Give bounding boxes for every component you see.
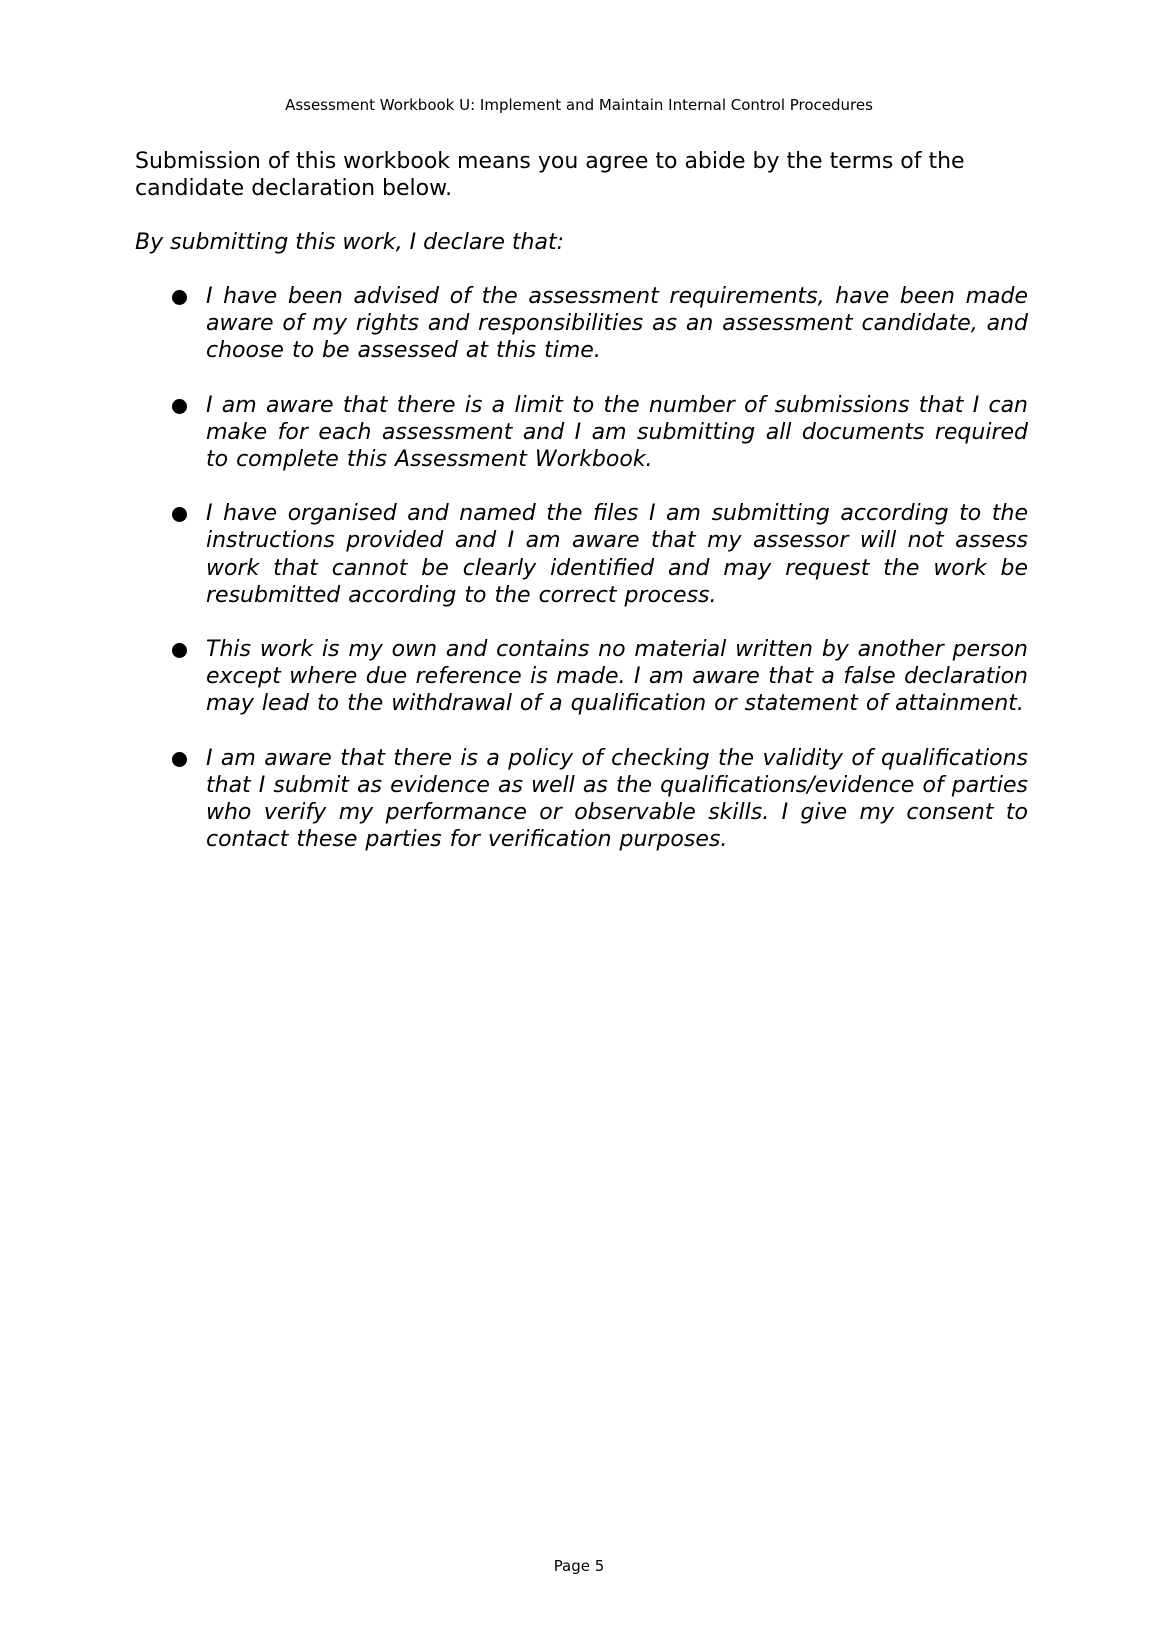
intro-paragraph: Submission of this workbook means you agree to abide by the terms of the candidate declaration below. [135,149,965,201]
declaration-lead: By submitting this work, I declare that: [135,230,564,255]
page-header: Assessment Workbook U: Implement and Maintain Internal Control Procedures [285,96,873,114]
declaration-item [135,392,1028,474]
declaration-item [135,636,1028,718]
bullet-icon [172,290,187,305]
bullet-icon [172,507,187,522]
declaration-list [135,283,1028,853]
bullet-icon [172,399,187,414]
declaration-item [135,283,1028,365]
bullet-icon [172,643,187,658]
declaration-item [135,500,1028,609]
declaration-item-text: This work is my own and contains no material written by another person except where due reference is made. I am aware that a false declaration may lead to the withdrawal of a qualification or statement of attainment. [206,637,1028,717]
declaration-item [135,745,1028,854]
declaration-item-text: I have organised and named the files I am submitting according to the instructions provided and I am aware that my assessor will not assess work that cannot be clearly identified and may request the work be resubmitted according to the correct process. [206,501,1028,608]
page-number: Page 5 [553,1557,605,1575]
page-body [135,148,1028,880]
bullet-icon [172,752,187,767]
declaration-item-text: I am aware that there is a policy of checking the validity of qualifications that I submit as evidence as well as the qualifications/evidence of parties who verify my performance or observable skills. I give my consent to contact these parties for verification purposes. [206,745,1028,853]
declaration-item-text: I have been advised of the assessment requirements, have been made aware of my rights and responsibilities as an assessment candidate, and choose to be assessed at this time. [206,284,1028,364]
declaration-item-text: I am aware that there is a limit to the number of submissions that I can make for each assessment and I am submitting all documents required to complete this Assessment Workbook. [206,392,1028,473]
